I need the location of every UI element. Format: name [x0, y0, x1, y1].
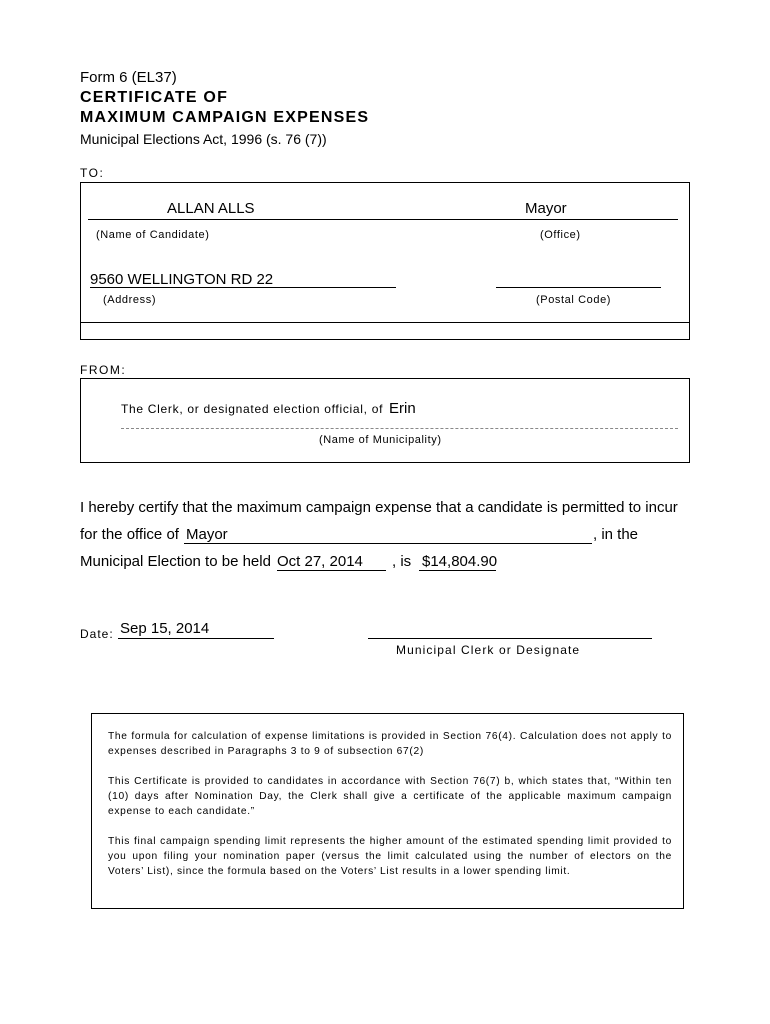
to-box-bottom-rule	[80, 339, 690, 340]
postal-code-underline	[496, 287, 661, 288]
certify-line1: I hereby certify that the maximum campaign expense that a candidate is permitted to incur	[80, 499, 678, 516]
from-box	[80, 378, 690, 463]
election-date-underline	[277, 570, 386, 571]
municipality-caption: (Name of Municipality)	[319, 434, 442, 446]
signature-line	[368, 638, 652, 639]
amount-underline	[419, 570, 496, 571]
form-title-line2: MAXIMUM CAMPAIGN EXPENSES	[80, 109, 370, 126]
date-field[interactable]: Sep 15, 2014	[120, 620, 210, 637]
to-label: TO:	[80, 166, 105, 180]
amount-prefix: , is	[392, 553, 412, 570]
office-suffix: , in the	[593, 526, 639, 543]
clerk-text: The Clerk, or designated election official, of	[121, 402, 384, 416]
address-underline	[90, 287, 396, 288]
amount-field[interactable]: $14,804.90	[422, 553, 498, 570]
postal-code-caption: (Postal Code)	[536, 294, 612, 306]
form-title-line1: CERTIFICATE OF	[80, 89, 229, 106]
to-box-left-extension	[80, 322, 81, 339]
office-field[interactable]: Mayor	[525, 200, 567, 217]
office-caption: (Office)	[540, 229, 581, 241]
act-reference: Municipal Elections Act, 1996 (s. 76 (7))	[80, 131, 327, 147]
election-prefix: Municipal Election to be held	[80, 553, 271, 570]
certified-office-field[interactable]: Mayor	[186, 526, 228, 543]
from-label: FROM:	[80, 363, 127, 377]
municipality-field[interactable]: Erin	[389, 400, 416, 417]
form-number: Form 6 (EL37)	[80, 69, 177, 86]
note-paragraph-3: This final campaign spending limit represents the higher amount of the estimated spending limit provided to you upon filing your nomination paper (versus the limit calculated using the number of electors on the Voters’ List), since the formula based on the Voters’ List results in a lower spending limit.	[108, 836, 672, 877]
address-caption: (Address)	[103, 294, 157, 306]
candidate-name-caption: (Name of Candidate)	[96, 229, 210, 241]
municipality-underline	[121, 428, 678, 429]
note-paragraph-2: This Certificate is provided to candidates in accordance with Section 76(7) b, which states that, “Within ten (10) days after Nomination Day, the Clerk shall give a certificate of the applicable maximum campaign expense to each candidate.”	[108, 776, 672, 817]
date-underline	[118, 638, 274, 639]
office-prefix: for the office of	[80, 526, 179, 543]
election-date-field[interactable]: Oct 27, 2014	[277, 553, 363, 570]
clerk-designate-caption: Municipal Clerk or Designate	[396, 643, 581, 657]
to-box-right-extension	[689, 322, 690, 339]
certified-office-underline	[184, 543, 592, 544]
address-field[interactable]: 9560 WELLINGTON RD 22	[90, 271, 274, 288]
note-paragraph-1: The formula for calculation of expense limitations is provided in Section 76(4). Calculation does not apply to expenses described in Paragraphs 3 to 9 of subsection 67(2)	[108, 731, 672, 757]
date-label: Date:	[80, 627, 114, 641]
candidate-name-field[interactable]: ALLAN ALLS	[167, 200, 255, 217]
name-office-underline	[88, 219, 678, 220]
